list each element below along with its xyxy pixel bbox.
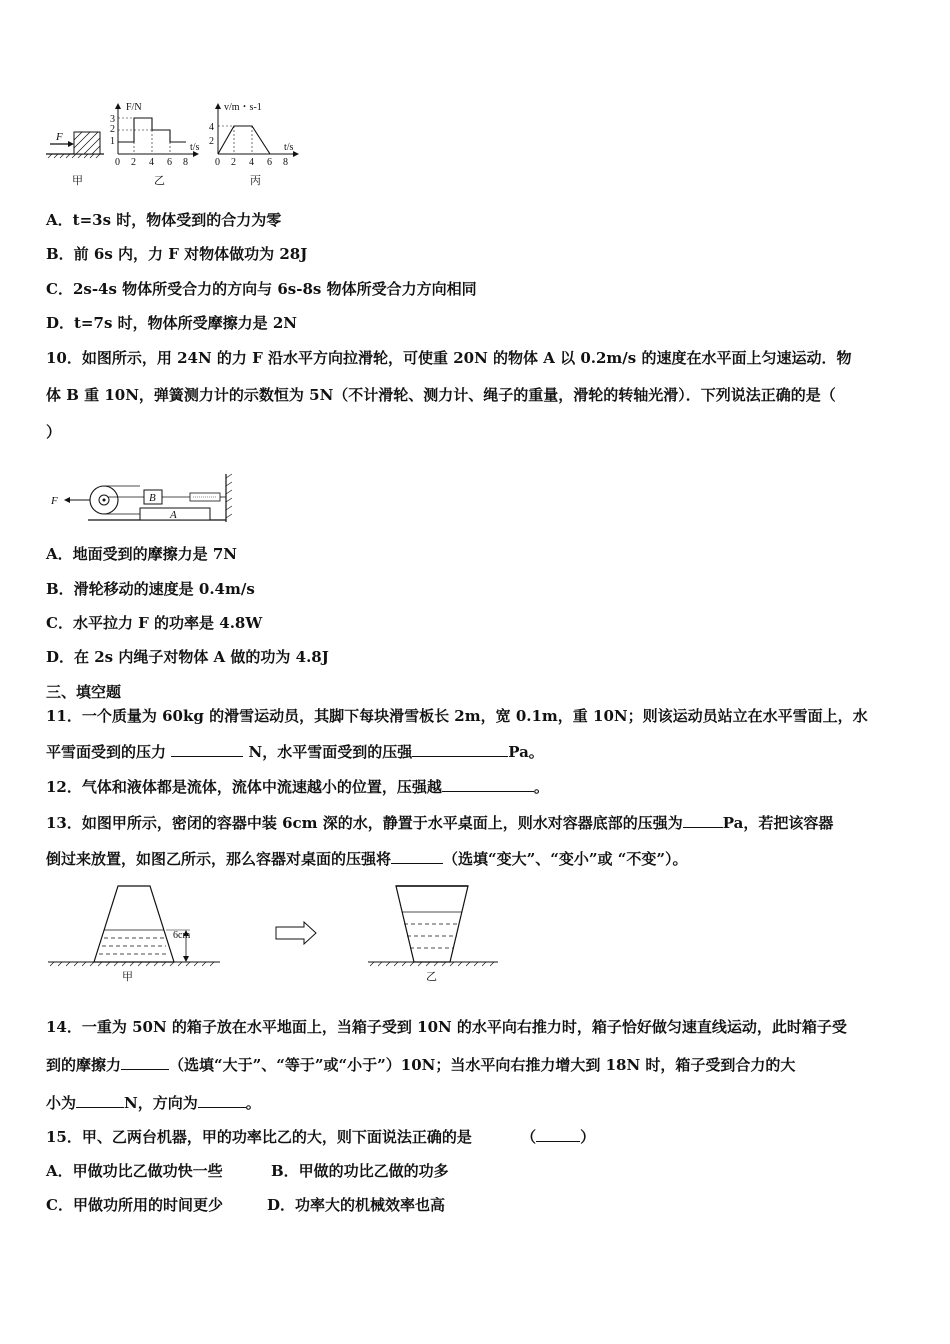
q10-stem-line3: ） (46, 423, 62, 441)
force-time-graph (110, 102, 200, 187)
q14-blank-net-force[interactable] (76, 1093, 124, 1108)
block-b-label: B (149, 492, 156, 504)
q13-blank-change[interactable] (391, 849, 443, 864)
block-a-label: A (170, 509, 177, 521)
f-ytick-3: 3 (110, 114, 115, 125)
f-xtick-2: 2 (131, 157, 136, 168)
q15-paren-open: （ (521, 1128, 537, 1146)
v-xtick-6: 6 (267, 157, 272, 168)
q13-figure (46, 878, 502, 986)
q14-line1: 14．一重为 50N 的箱子放在水平地面上，当箱子受到 10N 的水平向右推力时，箱子恰好做匀速直线运动，此时箱子受 (46, 1018, 847, 1036)
q10-figure (48, 470, 238, 526)
v-xtick-4: 4 (249, 157, 254, 168)
q10-option-c: C．水平拉力 F 的功率是 4.8W (46, 614, 263, 632)
q14-line3 (46, 1092, 261, 1114)
v-xaxis-label: t/s (284, 142, 294, 153)
q9-option-c: C．2s-4s 物体所受合力的方向与 6s-8s 物体所受合力方向相同 (46, 280, 477, 298)
q10-stem-line2: 体 B 重 10N，弹簧测力计的示数恒为 5N（不计滑轮、测力计、绳子的重量，滑轮的转轴光滑）．下列说法正确的是（ (46, 386, 836, 404)
v-ytick-2: 2 (209, 136, 214, 147)
q9-option-a: A．t=3s 时，物体受到的合力为零 (46, 211, 282, 229)
v-xtick-2: 2 (231, 157, 236, 168)
block-diagram (46, 131, 104, 187)
q14-text-d: N，方向为 (124, 1094, 198, 1112)
q9-option-b: B．前 6s 内，力 F 对物体做功为 28J (46, 245, 308, 263)
q12-text-a: 12．气体和液体都是流体，流体中流速越小的位置，压强越 (46, 778, 442, 796)
f-xtick-6: 6 (167, 157, 172, 168)
q10-option-d: D．在 2s 内绳子对物体 A 做的功为 4.8J (46, 648, 329, 666)
f-xtick-0: 0 (115, 157, 120, 168)
v-axis-label: v/m・s-1 (224, 102, 262, 113)
q15-option-b: B．甲做的功比乙做的功多 (271, 1162, 449, 1180)
q15-text: 15．甲、乙两台机器，甲的功率比乙的大，则下面说法正确的是 (46, 1128, 472, 1146)
q13-text-b: Pa，若把该容器 (722, 814, 834, 832)
q12-blank[interactable] (442, 777, 534, 792)
q10-option-b: B．滑轮移动的速度是 0.4m/s (46, 580, 255, 598)
section-heading: 三、填空题 (46, 683, 122, 701)
q13-text-a: 13．如图甲所示，密闭的容器中装 6cm 深的水，静置于水平桌面上，则水对容器底部的压强为 (46, 814, 683, 832)
q14-text-c: 小为 (46, 1094, 77, 1112)
q11-line1: 11．一个质量为 60kg 的滑雪运动员，其脚下每块滑雪板长 2m，宽 0.1m，重 10N；则该运动员站立在水平雪面上，水 (46, 707, 868, 725)
force-label: F (56, 131, 63, 143)
q15-option-c: C．甲做功所用的时间更少 (46, 1196, 223, 1214)
q11-line2 (46, 741, 544, 763)
q15-paren-close: ） (580, 1128, 596, 1146)
force-f-label: F (51, 495, 58, 507)
q14-blank-direction[interactable] (198, 1093, 246, 1108)
q14-line2 (46, 1054, 795, 1076)
q15-stem (46, 1126, 595, 1148)
q15-options-row2 (46, 1194, 445, 1216)
f-xtick-4: 4 (149, 157, 154, 168)
q15-option-d: D．功率大的机械效率也高 (267, 1196, 446, 1214)
caption-jia-13: 甲 (122, 971, 133, 983)
q10-option-a: A．地面受到的摩擦力是 7N (46, 545, 238, 563)
q13-text-c: 倒过来放置，如图乙所示，那么容器对桌面的压强将 (46, 850, 392, 868)
depth-label: 6cm (173, 930, 191, 941)
q13-line2 (46, 848, 688, 870)
q11-text-a: 平雪面受到的压力 (46, 743, 167, 761)
q13-line1 (46, 812, 833, 834)
q12-line (46, 776, 549, 798)
q10-stem-line1: 10．如图所示，用 24N 的力 F 沿水平方向拉滑轮，可使重 20N 的物体 A 以 0.2m/s 的速度在水平面上匀速运动．物 (46, 349, 852, 367)
v-xtick-0: 0 (215, 157, 220, 168)
q15-blank[interactable] (536, 1127, 580, 1142)
q11-text-c: Pa。 (508, 743, 544, 761)
q11-blank-force[interactable] (171, 742, 243, 757)
q13-text-d: （选填“变大”、“变小”或 “不变”）。 (443, 850, 688, 868)
q12-text-b: 。 (533, 778, 549, 796)
caption-bing: 丙 (250, 175, 261, 187)
q15-option-a: A．甲做功比乙做功快一些 (46, 1162, 223, 1180)
caption-yi: 乙 (154, 175, 165, 187)
q14-blank-friction[interactable] (121, 1055, 169, 1070)
q14-text-e: 。 (245, 1094, 261, 1112)
q11-text-b: N，水平雪面受到的压强 (248, 743, 413, 761)
q14-text-a: 到的摩擦力 (46, 1056, 122, 1074)
v-ytick-4: 4 (209, 122, 214, 133)
q14-text-b: （选填“大于”、“等于”或“小于”）10N；当水平向右推力增大到 18N 时，箱子受到合力的大 (169, 1056, 796, 1074)
f-xtick-8: 8 (183, 157, 188, 168)
q11-blank-pressure[interactable] (412, 742, 508, 757)
q15-options-row1 (46, 1160, 449, 1182)
f-ytick-1: 1 (110, 136, 115, 147)
q9-option-d: D．t=7s 时，物体所受摩擦力是 2N (46, 314, 297, 332)
caption-yi-13: 乙 (426, 971, 437, 983)
v-xtick-8: 8 (283, 157, 288, 168)
velocity-time-graph (209, 102, 299, 187)
f-ytick-2: 2 (110, 124, 115, 135)
f-xaxis-label: t/s (190, 142, 200, 153)
q9-figure (44, 98, 304, 190)
f-axis-label: F/N (126, 102, 142, 113)
caption-jia: 甲 (72, 175, 83, 187)
q13-blank-pressure[interactable] (683, 813, 723, 828)
